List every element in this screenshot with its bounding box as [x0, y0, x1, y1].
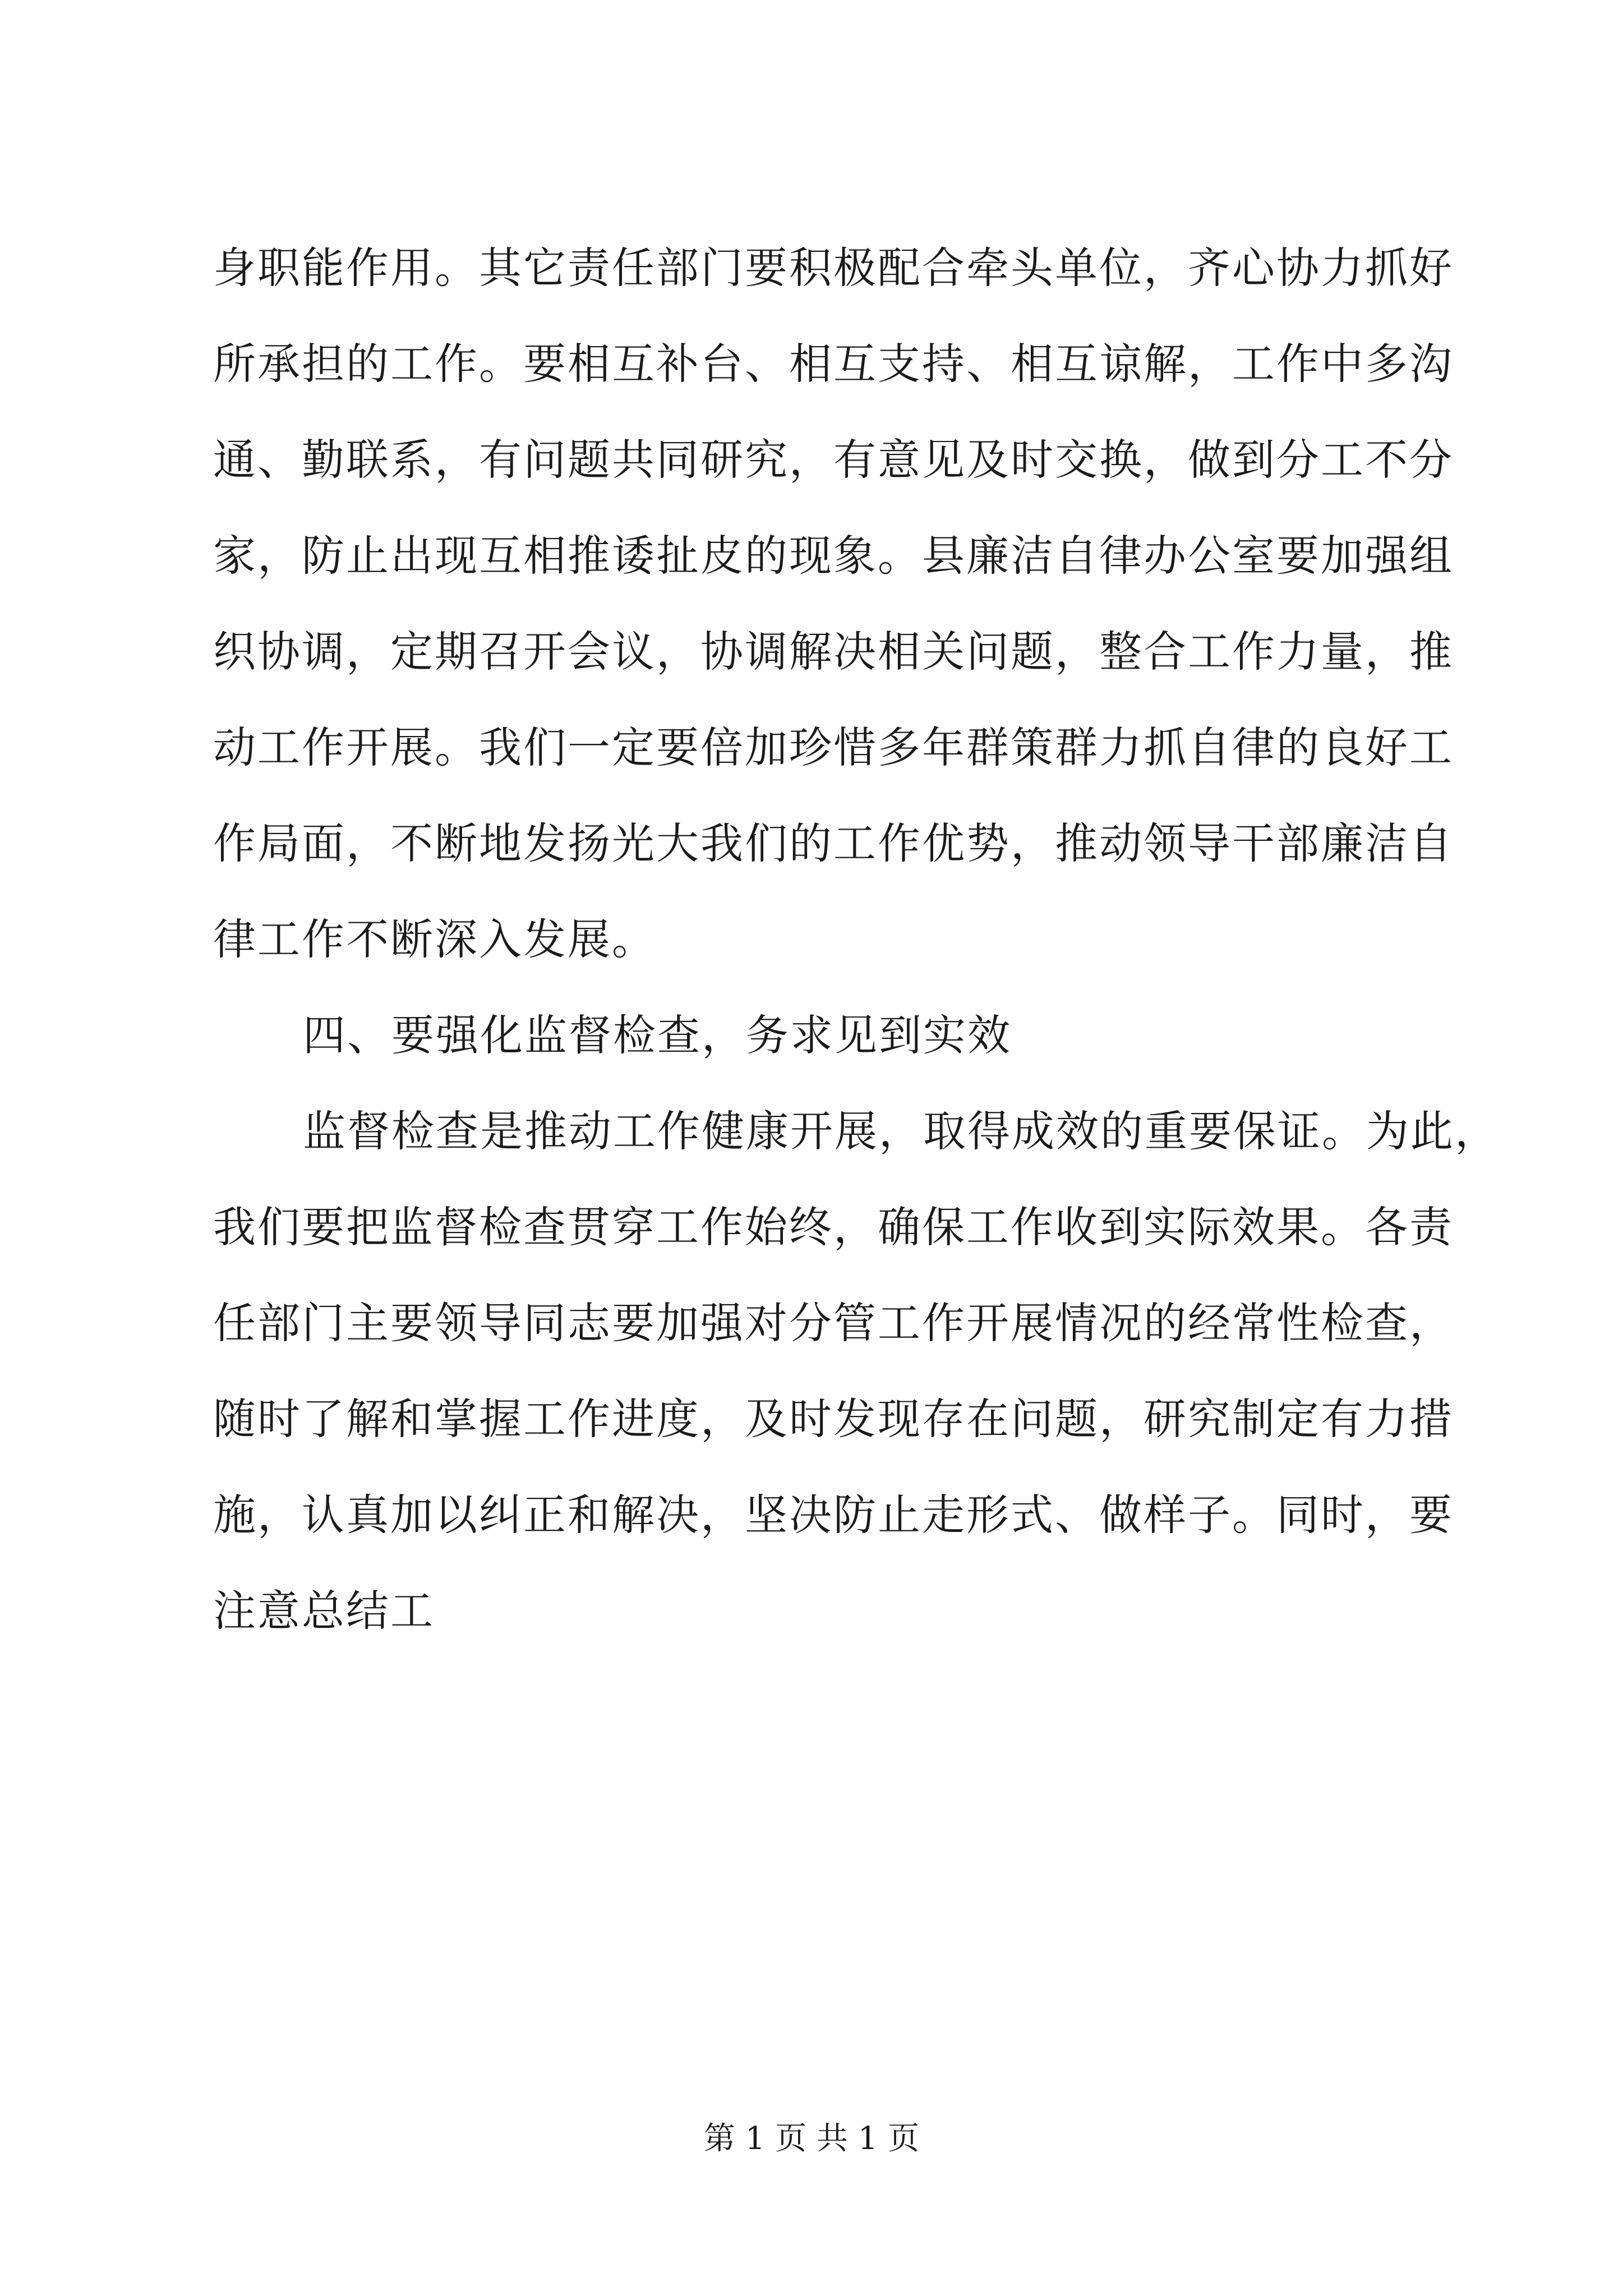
- paragraph-line: 随时了解和掌握工作进度，及时发现存在问题，研究制定有力措: [213, 1394, 1454, 1444]
- paragraph-line: 所承担的工作。要相互补台、相互支持、相互谅解，工作中多沟: [213, 339, 1454, 389]
- paragraph-line: 作局面，不断地发扬光大我们的工作优势，推动领导干部廉洁自: [213, 818, 1454, 868]
- document-body: [213, 243, 1499, 1686]
- paragraph-line: 律工作不断深入发展。: [213, 914, 656, 964]
- paragraph-line: 注意总结工: [213, 1586, 435, 1636]
- paragraph-line: 施，认真加以纠正和解决，坚决防止走形式、做样子。同时，要: [213, 1490, 1454, 1540]
- page-number-label: 第 1 页 共 1 页: [703, 2120, 920, 2157]
- paragraph-line: 监督检查是推动工作健康开展，取得成效的重要保证。为此，: [303, 1106, 1499, 1156]
- section-heading: 四、要强化监督检查，务求见到实效: [303, 1010, 1012, 1060]
- paragraph-line: 织协调，定期召开会议，协调解决相关问题，整合工作力量，推: [213, 627, 1454, 677]
- paragraph-line: 家，防止出现互相推诿扯皮的现象。县廉洁自律办公室要加强组: [213, 531, 1454, 581]
- page-footer: [0, 2120, 1623, 2157]
- paragraph-line: 通、勤联系，有问题共同研究，有意见及时交换，做到分工不分: [213, 435, 1454, 485]
- paragraph-line: 动工作开展。我们一定要倍加珍惜多年群策群力抓自律的良好工: [213, 723, 1454, 772]
- paragraph-line: 任部门主要领导同志要加强对分管工作开展情况的经常性检查，: [213, 1298, 1454, 1348]
- paragraph-line: 我们要把监督检查贯穿工作始终，确保工作收到实际效果。各责: [213, 1202, 1454, 1252]
- paragraph-line: 身职能作用。其它责任部门要积极配合牵头单位，齐心协力抓好: [213, 243, 1454, 293]
